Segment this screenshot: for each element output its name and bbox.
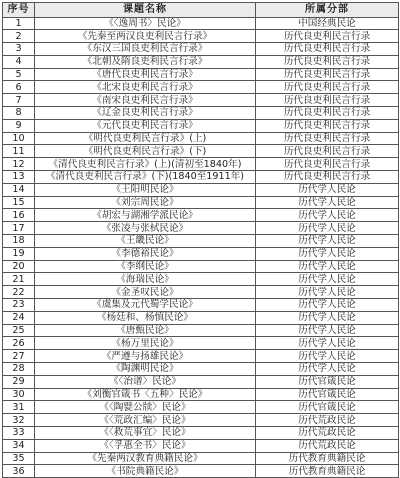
row-category: 历代官箴民论 [256, 375, 399, 388]
table-row [3, 209, 399, 222]
row-serial-number: 22 [3, 286, 35, 299]
table-row [3, 30, 399, 43]
row-serial-number: 2 [3, 30, 35, 43]
row-category: 历代学人民论 [256, 286, 399, 299]
row-topic-name: 《杨廷和、杨慎民论》 [35, 311, 256, 324]
row-topic-name: 《金圣叹民论》 [35, 286, 256, 299]
table-row [3, 452, 399, 465]
row-serial-number: 25 [3, 324, 35, 337]
table-row [3, 235, 399, 248]
row-topic-name: 《刘衡官箴书〈五种〉民论》 [35, 388, 256, 401]
row-serial-number: 16 [3, 209, 35, 222]
row-topic-name: 《王畿民论》 [35, 235, 256, 248]
row-category: 历代良吏利民言行录 [256, 158, 399, 171]
row-serial-number: 14 [3, 183, 35, 196]
row-serial-number: 35 [3, 452, 35, 465]
table-row [3, 145, 399, 158]
row-topic-name: 《书院典籍民论》 [35, 465, 256, 478]
row-topic-name: 《先秦至两汉良吏利民言行录》 [35, 30, 256, 43]
row-serial-number: 27 [3, 350, 35, 363]
row-category: 历代学人民论 [256, 311, 399, 324]
row-topic-name: 《陶渊明民论》 [35, 363, 256, 376]
row-topic-name: 《刘宗周民论》 [35, 196, 256, 209]
row-topic-name: 《东汉三国良吏利民言行录》 [35, 43, 256, 56]
row-topic-name: 《先秦两汉教育典籍民论》 [35, 452, 256, 465]
row-topic-name: 《唐甄民论》 [35, 324, 256, 337]
row-category: 历代良吏利民言行录 [256, 132, 399, 145]
row-serial-number: 19 [3, 247, 35, 260]
row-serial-number: 17 [3, 222, 35, 235]
table-row [3, 119, 399, 132]
row-topic-name: 《张凌与张栻民论》 [35, 222, 256, 235]
row-topic-name: 《〈孚惠全书〉民论》 [35, 439, 256, 452]
row-category: 历代官箴民论 [256, 388, 399, 401]
topic-table [2, 2, 399, 478]
table-row [3, 375, 399, 388]
row-serial-number: 32 [3, 414, 35, 427]
row-serial-number: 9 [3, 119, 35, 132]
row-category: 历代良吏利民言行录 [256, 145, 399, 158]
row-topic-name: 《〈治谱〉民论》 [35, 375, 256, 388]
table-row [3, 273, 399, 286]
table-row [3, 337, 399, 350]
row-serial-number: 31 [3, 401, 35, 414]
row-serial-number: 8 [3, 107, 35, 120]
row-serial-number: 13 [3, 171, 35, 184]
row-topic-name: 《海瑞民论》 [35, 273, 256, 286]
row-category: 历代官箴民论 [256, 401, 399, 414]
row-topic-name: 《唐代良吏利民言行录》 [35, 68, 256, 81]
table-row [3, 43, 399, 56]
row-serial-number: 1 [3, 17, 35, 30]
row-serial-number: 33 [3, 427, 35, 440]
table-row [3, 247, 399, 260]
table-row [3, 324, 399, 337]
table-row [3, 465, 399, 478]
table-row [3, 286, 399, 299]
table-row [3, 363, 399, 376]
row-category: 历代良吏利民言行录 [256, 30, 399, 43]
row-category: 历代学人民论 [256, 209, 399, 222]
row-serial-number: 21 [3, 273, 35, 286]
table-row [3, 350, 399, 363]
table-row [3, 427, 399, 440]
row-topic-name: 《明代良吏利民言行录》(下) [35, 145, 256, 158]
table-row [3, 81, 399, 94]
row-topic-name: 《王阳明民论》 [35, 183, 256, 196]
row-topic-name: 《李德裕民论》 [35, 247, 256, 260]
row-topic-name: 《北朝及隋良吏利民言行录》 [35, 55, 256, 68]
row-serial-number: 12 [3, 158, 35, 171]
row-topic-name: 《杨万里民论》 [35, 337, 256, 350]
row-category: 历代学人民论 [256, 324, 399, 337]
table-row [3, 68, 399, 81]
row-category: 历代良吏利民言行录 [256, 107, 399, 120]
table-row [3, 107, 399, 120]
table-row [3, 171, 399, 184]
row-topic-name: 《辽金良吏利民言行录》 [35, 107, 256, 120]
row-category: 历代良吏利民言行录 [256, 68, 399, 81]
row-topic-name: 《胡宏与湖湘学派民论》 [35, 209, 256, 222]
table-row [3, 183, 399, 196]
row-category: 历代学人民论 [256, 222, 399, 235]
row-category: 历代学人民论 [256, 247, 399, 260]
row-serial-number: 26 [3, 337, 35, 350]
table-row [3, 196, 399, 209]
table-row [3, 158, 399, 171]
row-topic-name: 《〈逸周书〉民论》 [35, 17, 256, 30]
table-row [3, 414, 399, 427]
row-category: 历代良吏利民言行录 [256, 55, 399, 68]
row-serial-number: 29 [3, 375, 35, 388]
row-category: 历代良吏利民言行录 [256, 81, 399, 94]
row-serial-number: 6 [3, 81, 35, 94]
row-topic-name: 《〈救荒事宜〉民论》 [35, 427, 256, 440]
header-row [3, 3, 399, 18]
table-row [3, 17, 399, 30]
row-category: 历代学人民论 [256, 235, 399, 248]
table-row [3, 55, 399, 68]
row-serial-number: 15 [3, 196, 35, 209]
table-row [3, 388, 399, 401]
row-serial-number: 23 [3, 299, 35, 312]
table-row [3, 222, 399, 235]
row-serial-number: 34 [3, 439, 35, 452]
table-row [3, 94, 399, 107]
row-category: 历代良吏利民言行录 [256, 94, 399, 107]
row-topic-name: 《南宋良吏利民言行录》 [35, 94, 256, 107]
topic-table-container [2, 2, 398, 478]
row-topic-name: 《李纲民论》 [35, 260, 256, 273]
header-topic-name: 课题名称 [35, 3, 256, 18]
row-topic-name: 《北宋良吏利民言行录》 [35, 81, 256, 94]
table-row [3, 299, 399, 312]
table-row [3, 260, 399, 273]
row-serial-number: 7 [3, 94, 35, 107]
row-category: 历代学人民论 [256, 183, 399, 196]
row-category: 历代教育典籍民论 [256, 452, 399, 465]
row-topic-name: 《严遵与扬雄民论》 [35, 350, 256, 363]
row-serial-number: 5 [3, 68, 35, 81]
row-category: 历代学人民论 [256, 350, 399, 363]
row-category: 历代良吏利民言行录 [256, 43, 399, 56]
row-category: 历代学人民论 [256, 363, 399, 376]
row-topic-name: 《明代良吏利民言行录》(上) [35, 132, 256, 145]
row-category: 历代良吏利民言行录 [256, 119, 399, 132]
row-category: 历代荒政民论 [256, 427, 399, 440]
row-serial-number: 10 [3, 132, 35, 145]
table-row [3, 401, 399, 414]
row-serial-number: 20 [3, 260, 35, 273]
table-row [3, 132, 399, 145]
table-row [3, 311, 399, 324]
table-body [3, 17, 399, 478]
row-serial-number: 18 [3, 235, 35, 248]
row-serial-number: 24 [3, 311, 35, 324]
row-category: 历代良吏利民言行录 [256, 171, 399, 184]
row-serial-number: 11 [3, 145, 35, 158]
row-serial-number: 3 [3, 43, 35, 56]
row-topic-name: 《清代良吏利民言行录》(下)(1840至1911年) [35, 171, 256, 184]
row-serial-number: 28 [3, 363, 35, 376]
header-serial-number: 序号 [3, 3, 35, 18]
row-topic-name: 《清代良吏利民言行录》(上)(清初至1840年) [35, 158, 256, 171]
row-category: 历代教育典籍民论 [256, 465, 399, 478]
header-category: 所属分部 [256, 3, 399, 18]
row-topic-name: 《元代良吏利民言行录》 [35, 119, 256, 132]
table-row [3, 439, 399, 452]
row-category: 历代学人民论 [256, 196, 399, 209]
row-serial-number: 36 [3, 465, 35, 478]
row-category: 中国经典民论 [256, 17, 399, 30]
row-category: 历代学人民论 [256, 337, 399, 350]
row-category: 历代学人民论 [256, 273, 399, 286]
row-topic-name: 《〈荒政汇编〉民论》 [35, 414, 256, 427]
row-topic-name: 《〈陶甓公牍〉民论》 [35, 401, 256, 414]
row-serial-number: 30 [3, 388, 35, 401]
row-category: 历代荒政民论 [256, 414, 399, 427]
row-category: 历代荒政民论 [256, 439, 399, 452]
row-category: 历代学人民论 [256, 260, 399, 273]
row-serial-number: 4 [3, 55, 35, 68]
row-category: 历代学人民论 [256, 299, 399, 312]
row-topic-name: 《虞集及元代蜀学民论》 [35, 299, 256, 312]
